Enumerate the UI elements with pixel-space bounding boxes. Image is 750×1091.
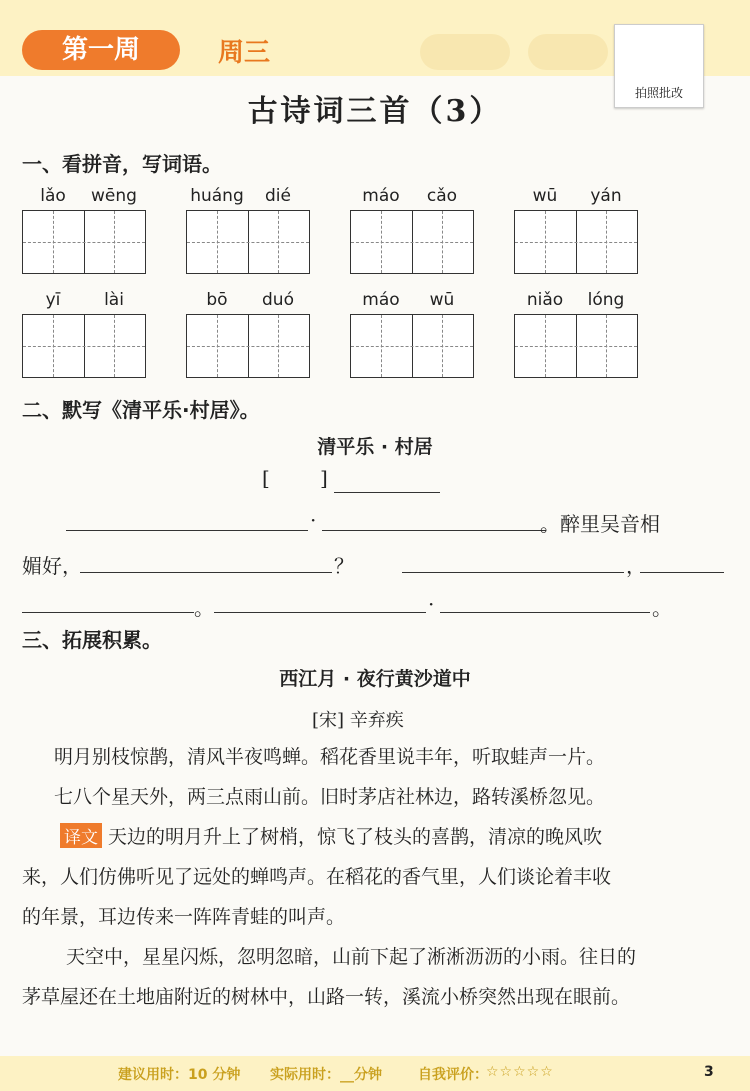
tianzige-grid[interactable] xyxy=(22,314,146,378)
translation-badge: 译文 xyxy=(60,823,102,848)
faded-tab xyxy=(420,34,510,70)
blank-line3-b[interactable] xyxy=(214,612,426,613)
guide-line xyxy=(114,315,115,377)
week-tab: 第一周 xyxy=(22,30,180,70)
author-blank[interactable] xyxy=(334,492,440,493)
lesson-title: 古诗词三首（3） xyxy=(247,94,503,129)
guide-line xyxy=(53,211,54,273)
pinyin-syllable: lài xyxy=(104,290,124,310)
guide-line xyxy=(606,211,607,273)
blank-line3-c[interactable] xyxy=(440,612,650,613)
punct-dot: · xyxy=(310,508,317,532)
pinyin-syllable: yán xyxy=(590,186,622,206)
translation-line-1 xyxy=(22,822,750,849)
pinyin-syllable: yī xyxy=(45,290,61,310)
poem-title-qingpingle: 清平乐 · 村居 xyxy=(317,436,433,458)
guide-line xyxy=(515,242,637,243)
photo-grading-label: 拍照批改 xyxy=(634,86,683,100)
tianzige-grid[interactable] xyxy=(350,314,474,378)
word-group xyxy=(22,186,146,276)
self-eval-stars[interactable]: ☆☆☆☆☆ xyxy=(486,1064,554,1080)
guide-line xyxy=(217,211,218,273)
tianzige-grid[interactable] xyxy=(350,210,474,274)
tianzige-grid[interactable] xyxy=(514,314,638,378)
guide-line xyxy=(53,315,54,377)
section3-heading: 三、拓展积累。 xyxy=(22,628,162,652)
pinyin-syllable: dié xyxy=(265,186,291,206)
guide-line xyxy=(114,211,115,273)
poem-line-2: 七八个星天外，两三点雨山前。旧时茅店社林边，路转溪桥忽见。 xyxy=(54,786,606,808)
punct-comma: ， xyxy=(626,554,646,578)
word-group xyxy=(350,186,474,276)
pinyin-syllable: máo xyxy=(362,290,400,310)
translation-line-5: 茅草屋还在土地庙附近的树林中，山路一转，溪流小桥突然出现在眼前。 xyxy=(22,986,631,1008)
guide-line xyxy=(381,315,382,377)
guide-line xyxy=(217,315,218,377)
suggested-time: 建议用时：10 分钟 xyxy=(118,1067,241,1083)
guide-line xyxy=(545,211,546,273)
tianzige-grid[interactable] xyxy=(186,210,310,274)
word-group xyxy=(22,290,146,380)
guide-line xyxy=(606,315,607,377)
page-number: 3 xyxy=(704,1064,714,1080)
tianzige-grid[interactable] xyxy=(186,314,310,378)
punct-period: 。 xyxy=(194,596,214,620)
translation-line-2: 来，人们仿佛听见了远处的蝉鸣声。在稻花的香气里，人们谈论着丰收 xyxy=(22,866,612,888)
section1-heading: 一、看拼音，写词语。 xyxy=(22,152,222,176)
self-eval-label: 自我评价： xyxy=(418,1067,488,1083)
pinyin-syllable: lóng xyxy=(587,290,625,310)
poem-author: [宋] 辛弃疾 xyxy=(312,710,404,731)
pinyin-syllable: bō xyxy=(206,290,228,310)
section2-heading: 二、默写《清平乐·村居》。 xyxy=(22,398,260,422)
punct-question: ？ xyxy=(334,554,354,578)
punct-dot: · xyxy=(428,592,435,616)
pinyin-syllable: huáng xyxy=(190,186,244,206)
actual-time[interactable]: 实际用时：__分钟 xyxy=(270,1067,382,1083)
blank-line2-b[interactable] xyxy=(402,572,624,573)
poem-line-1: 明月别枝惊鹊，清风半夜鸣蝉。稻花香里说丰年，听取蛙声一片。 xyxy=(54,746,606,768)
word-group xyxy=(186,186,310,276)
translation-line-4: 天空中，星星闪烁，忽明忽暗，山前下起了淅淅沥沥的小雨。往日的 xyxy=(66,946,637,968)
guide-line xyxy=(442,315,443,377)
translation-text: 天边的明月升上了树梢，惊飞了枝头的喜鹊，清凉的晚风吹 xyxy=(108,826,603,848)
tianzige-grid[interactable] xyxy=(22,210,146,274)
guide-line xyxy=(278,211,279,273)
guide-line xyxy=(23,242,145,243)
guide-line xyxy=(515,346,637,347)
guide-line xyxy=(187,346,309,347)
word-group xyxy=(514,186,638,276)
day-label: 周三 xyxy=(218,38,271,68)
poem-title-xijiangyue: 西江月 · 夜行黄沙道中 xyxy=(279,668,471,690)
blank-line2-c[interactable] xyxy=(640,572,724,573)
guide-line xyxy=(351,346,473,347)
pinyin-syllable: duó xyxy=(262,290,294,310)
guide-line xyxy=(23,346,145,347)
pinyin-syllable: cǎo xyxy=(426,186,458,206)
tianzige-grid[interactable] xyxy=(514,210,638,274)
guide-line xyxy=(187,242,309,243)
line2-start-text: 媚好， xyxy=(22,554,82,578)
guide-line xyxy=(545,315,546,377)
pinyin-syllable: lǎo xyxy=(40,186,66,206)
guide-line xyxy=(381,211,382,273)
blank-line2-a[interactable] xyxy=(80,572,332,573)
footer-bar xyxy=(0,1056,750,1091)
faded-tab xyxy=(528,34,608,70)
word-group xyxy=(514,290,638,380)
line1-end-text: 。醉里吴音相 xyxy=(540,512,660,536)
blank-line3-a[interactable] xyxy=(22,612,194,613)
translation-line-3: 的年景，耳边传来一阵阵青蛙的叫声。 xyxy=(22,906,346,928)
bracket-right: ] xyxy=(320,466,328,490)
blank-line1-a[interactable] xyxy=(66,530,308,531)
pinyin-syllable: wū xyxy=(429,290,455,310)
guide-line xyxy=(278,315,279,377)
punct-period: 。 xyxy=(652,596,672,620)
pinyin-syllable: wēng xyxy=(91,186,137,206)
pinyin-syllable: máo xyxy=(362,186,400,206)
bracket-left: [ xyxy=(262,466,270,490)
word-group xyxy=(186,290,310,380)
guide-line xyxy=(351,242,473,243)
blank-line1-b[interactable] xyxy=(322,530,546,531)
pinyin-syllable: niǎo xyxy=(526,290,564,310)
word-group xyxy=(350,290,474,380)
guide-line xyxy=(442,211,443,273)
pinyin-syllable: wū xyxy=(532,186,558,206)
